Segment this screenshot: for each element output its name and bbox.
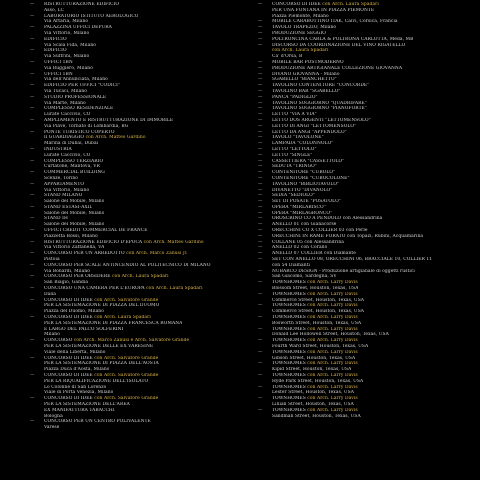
collaborator-credit: con Arch. Laura Spadari [272, 48, 329, 54]
list-dash: — [258, 59, 263, 65]
collaborator-credit: con Arch. Salvatore Grande [94, 373, 159, 378]
list-item-text: OPERA "MIRLAGRONCO" [272, 210, 333, 216]
list-item-text: LETTO DA ANGI "APPENDOLO" [272, 129, 347, 135]
list-item-text: PER UNA FONTANA IN PIAZZA PIEMONTE [272, 7, 375, 13]
list-dash: — [30, 239, 35, 245]
list-dash: — [258, 117, 263, 123]
list-dash: — [258, 152, 263, 158]
list-dash: — [258, 187, 263, 193]
list-dash: — [30, 251, 35, 257]
list-item-text: EDIFICIO [44, 48, 67, 54]
list-dash: — [258, 349, 263, 355]
collaborator-credit: con Arch. Salvatore Grande [94, 297, 159, 303]
list-dash: — [258, 36, 263, 42]
list-dash: — [258, 239, 263, 245]
list-item-text: INDUSTRIA [44, 146, 72, 152]
list-item-text: CASSETTIERA "CASSETTOLO" [272, 158, 345, 164]
list-item-title: CONCORSO DI IDEE [44, 297, 95, 303]
list-item-text: PER LA SISTEMAZIONE DELL'AREA [44, 401, 130, 407]
list-item-title: TOWNHOMES [272, 384, 308, 390]
list-dash: — [30, 129, 35, 135]
list-item-text: Sandman Street, Houston, Texas, USA [272, 413, 361, 419]
list-item-text: CONTENITORE "CUBOCOLONE" [272, 175, 350, 181]
list-dash: — [258, 106, 263, 112]
list-item-text: Via Marte, Milano [44, 100, 86, 106]
collaborator-credit: con Arch. Larry Davis [307, 373, 358, 378]
list-item-text: TAVOLO "TAVOLONE" [272, 135, 324, 141]
list-item-text: Viale della Liberta, Milano [44, 349, 106, 355]
list-item-text: COLLANE 05 con Alessandrina [272, 239, 344, 245]
collaborator-credit: con Arch. Larry Davis [307, 396, 358, 402]
list-dash: — [258, 164, 263, 170]
list-dash: — [258, 83, 263, 89]
list-dash: — [258, 146, 263, 152]
list-item-title: TOWNHOMES [272, 291, 308, 297]
list-item-text: Fourth Ward Street, Houston, Texas, USA [272, 344, 369, 350]
list-dash: — [258, 181, 263, 187]
list-dash: — [30, 338, 35, 344]
list-item-text: DIVANETTO "DIVANOLO" [272, 187, 333, 193]
list-item-text: Via Piave, Tornato di Lombardia, BG [44, 123, 129, 129]
list-item-text: OPERA "MIRLABISCO" [272, 204, 326, 210]
collaborator-credit: con Arch. Larry Davis [307, 291, 358, 297]
collaborator-credit: con Arch. Larry Davis [307, 338, 358, 344]
list-item-text: APPARTAMENTO [44, 181, 85, 187]
list-item-text: Scenze, Torino [44, 175, 79, 181]
list-dash: — [258, 30, 263, 36]
list-item-text: LAMPADA "COLONNOLO" [272, 141, 334, 147]
list-item-text: Donald Lee Hollowell Street, Houston, Texas, USA [272, 332, 389, 338]
list-item-text: Marina di Dubai, Dubai [44, 141, 99, 147]
list-item-text: Bologna [44, 413, 63, 419]
list-item-text: PRODUZIONE SEGGIO [272, 30, 326, 36]
list-dash: — [258, 280, 263, 286]
collaborator-credit: con Arch. Laura Spadari [146, 286, 203, 292]
list-item-text: Viale di Porta Venezia, Milano [44, 390, 114, 396]
list-dash: — [258, 303, 263, 309]
list-item-title: RISTRUTTURAZIONE EDIFICIO D'EPOCA [44, 239, 144, 245]
collaborator-credit: con Arch. Salvatore Grande [94, 396, 159, 402]
list-item-text: Via dell'Annunciata, Milano [44, 77, 108, 83]
list-dash: — [258, 251, 263, 257]
list-dash: — [258, 112, 263, 118]
list-dash: — [258, 135, 263, 141]
list-item-text: Blossom Street, Houston, Texas, USA [272, 286, 359, 292]
list-item-title: CONCORSO DI IDEE [44, 396, 95, 402]
list-item-text: Lillian Street, Houston, Texas, USA [272, 401, 354, 407]
list-item-text: con 54 Diamanti [272, 262, 310, 268]
list-item-text: LABORATORIO ISTITUTO AEROLOGICO [44, 13, 139, 19]
list-dash: — [30, 146, 35, 152]
list-item-text: San Biagio, Gandia [44, 280, 89, 286]
list-item-text: Piazza Duca d'Aosta, Milano [44, 367, 110, 373]
list-dash: — [30, 94, 35, 100]
list-dash: — [258, 338, 263, 344]
list-item-title: CONCORSO DI IDEE [272, 2, 323, 7]
collaborator-credit: con Arch. Larry Davis [307, 349, 358, 355]
collaborator-credit: con Arch. Larry Davis [307, 361, 358, 367]
list-item-text: SGABELLO "BIANCHETTO" [272, 77, 337, 83]
list-item [258, 414, 478, 420]
list-item-text: Curtatone, Mantova, VR [44, 164, 100, 170]
collaborator-credit: con Arch. Matteo Gardino [143, 239, 204, 245]
list-dash: — [30, 2, 35, 7]
list-dash: — [258, 384, 263, 390]
list-item-text: LETTO "LETTOLO" [272, 146, 317, 152]
list-item-text: Dalia [44, 291, 57, 297]
list-item-text: MOBILE BAR POSTMODERNO [272, 59, 344, 65]
list-item-text: Lo Colonne di San Lorenzo [44, 384, 107, 390]
list-item-text: Varese [44, 425, 60, 431]
list-item-text: TAVOLINO BAR "SGABELLO" [272, 88, 341, 94]
list-dash: — [30, 193, 35, 199]
list-dash: — [30, 315, 35, 321]
list-item-title: TOWNHOMES [272, 326, 308, 332]
list-item-text: UFFICI 1BN [44, 59, 73, 65]
list-item-text: STAND IH [44, 216, 68, 222]
list-dash: — [258, 396, 263, 402]
list-item-text: Bosworth Street, Houston, Texas, USA [272, 320, 362, 326]
list-dash: — [30, 204, 35, 210]
list-item-title: TOWNHOMES [272, 407, 308, 413]
list-dash: — [30, 25, 35, 31]
collaborator-credit: con Arch. Larry Davis [307, 326, 358, 332]
list-item-text: Salone del Mobile, Milano [44, 222, 105, 228]
list-item-text: San Giacomo, Sardegna, SV [272, 274, 337, 280]
list-item-text: CONCORSO PER SCALE ANTINCENDIO AL POLITECNICO DI MILANO [44, 262, 211, 268]
list-dash: — [30, 262, 35, 268]
list-item-text: PER LA SISTEMAZIONE DI PIAZZA DELL'AOSTA [44, 361, 159, 367]
list-item-text: AMPLIAMENTO E RISTRUTTURAZIONE DI IMMOBILE [44, 117, 174, 123]
list-dash: — [258, 158, 263, 164]
list-item-text: Gibson Street, Houston, Texas, USA [272, 355, 356, 361]
collaborator-credit: con Arch. Salvatore Grande [94, 355, 159, 361]
list-dash: — [30, 13, 35, 19]
list-item-text: DISCORSO DA COORDINAZIONE DEL VINO RIGATELLO [272, 42, 406, 48]
list-dash: — [30, 286, 35, 292]
list-item-text: UFFICI CREDIT COMMERCIAL DE FRANCE [44, 228, 148, 234]
list-item-title: TOWNHOMES [272, 338, 308, 344]
list-item-title: TOWNHOMES [272, 315, 308, 321]
list-item-text: CONTENITORE "CUBOLO" [272, 170, 336, 176]
list-item-title: CONCORSO UNA CAMERA PER L'EUROPA [44, 286, 147, 292]
list-item-title: CONCORSO DI IDEE [44, 355, 95, 361]
list-dash: — [258, 88, 263, 94]
list-dash: — [30, 48, 35, 54]
list-item-title: TOWNHOMES [272, 361, 308, 367]
list-item-text: Via Ruggiero, Milano [44, 65, 93, 71]
list-dash: — [30, 297, 35, 303]
list-item-text: NUBARCO DESIGN - Produzione artigianale di oggetti rustici [272, 268, 415, 274]
list-item-text: PER LA RIQUALIFICAZIONE DELL'ISOLATO [44, 378, 149, 384]
list-item [30, 425, 255, 431]
list-dash: — [258, 71, 263, 77]
list-item-text: Pistoia [44, 257, 60, 263]
list-item-title: Il GUARDIAGGIO [44, 135, 86, 141]
list-item-text: STUDIO PROFESSIONALE [44, 94, 107, 100]
collaborator-credit: con Arch. Larry Davis [307, 384, 358, 390]
list-dash: — [30, 83, 35, 89]
list-dash: — [258, 65, 263, 71]
list-item-text: Milano [44, 332, 60, 338]
list-item-text: Lurate Caccivio, CO [44, 152, 91, 158]
list-item-text [44, 251, 188, 257]
list-item-text: PONTE TURISTICO COPERTO [44, 129, 115, 135]
list-item-text: LETTO DI ANGI "LETTOMENSOLO" [272, 123, 357, 129]
list-dash: — [258, 228, 263, 234]
list-item-text: ANELLO 01 con Gianacorse [272, 222, 337, 228]
list-item-text: Via Bonardi, Milano [44, 268, 90, 274]
list-item-title: CONCORSO PER OBSIDERE [44, 274, 113, 280]
list-dash: — [258, 100, 263, 106]
list-item-text: SET CON ANELLO 08, ORECCHINI 06, BRACCIALE 10, COLLIER 11 [272, 257, 433, 263]
list-item-text: ANELLO 07 COLLIER con Diamante [272, 251, 356, 257]
list-item-text: POLTRONCINA CARLA & POLTRONA CARLOTTA, Meda, MB [272, 36, 414, 42]
list-dash: — [258, 94, 263, 100]
list-item-text: LETTO DOS ARGENTI "LETTOMENSOLO" [272, 117, 371, 123]
list-item-title: CONCORSO DI IDEE [44, 373, 95, 378]
list-dash: — [30, 117, 35, 123]
list-item-text: Commerce Street, Houston, Texas, USA [272, 297, 365, 303]
list-dash: — [30, 36, 35, 42]
list-item-text: COMPLESSO RESIDENZIALE [44, 106, 114, 112]
list-dash: — [258, 123, 263, 129]
list-item-text: Via Tucaci, Milano [44, 88, 87, 94]
list-item-text: LETTO "VIA A VIA" [272, 112, 317, 118]
collaborator-credit: con Arch. Larry Davis [307, 303, 358, 309]
list-item-text: Via Vittorio, Milano [44, 30, 90, 36]
list-dash: — [30, 228, 35, 234]
list-dash: — [258, 326, 263, 332]
list-item-text: DIVANO GIOVANNA - Milano [272, 71, 340, 77]
list-dash: — [30, 181, 35, 187]
list-item-title: TOWNHOMES [272, 396, 308, 402]
list-dash: — [258, 291, 263, 297]
list-item-text: Lurate Caccivio, CO [44, 112, 91, 118]
list-dash: — [30, 170, 35, 176]
list-item-text: EDIFICIO PER UFFICI "CODICI" [44, 83, 121, 89]
list-dash: — [258, 222, 263, 228]
list-dash: — [258, 361, 263, 367]
list-item-text: Salone del Mobile, Milano [44, 199, 105, 205]
list-dash: — [30, 71, 35, 77]
list-dash: — [30, 419, 35, 425]
list-dash: — [258, 193, 263, 199]
list-item-text: Via Scala Fida, Milano [44, 42, 97, 48]
list-item-text: LETTO "SINGLE" [272, 152, 313, 158]
list-item-text: EX MANIFATTURA TABACCHI [44, 407, 115, 413]
collaborator-credit: con Arch. Larry Davis [307, 280, 358, 286]
list-item-text: EDIFICIO [44, 36, 67, 42]
list-item-text: COMMERCIAL BUILDING [44, 170, 105, 176]
list-item-text: PER LA SISTEMAZIONE DI PIAZZA FRANCESCA ROMANA [44, 320, 183, 326]
list-dash: — [258, 19, 263, 25]
list-item-title: TOWNHOMES [272, 303, 308, 309]
list-item-text: TAVOLO TRAPEZIO, Milano [272, 25, 337, 31]
list-item-text: PANCA "PADIGLIO" [272, 94, 318, 100]
list-item-text: E LARGO DEL PALCO SOLFERINI [44, 326, 124, 332]
list-item-text: Piazza Piemonte, Milano [272, 13, 329, 19]
list-item-text [44, 286, 203, 292]
list-item-text: PER LA SISTEMAZIONE DI PIAZZA DEL DUOMO [44, 303, 160, 309]
list-item-text: TAVOLINO SOGGIORNO "PIANOFORTE" [272, 106, 367, 112]
list-item-text: Kipid Street, Houston, Texas, USA [272, 367, 352, 373]
collaborator-credit: con Arch. Larry Davis [307, 315, 358, 321]
collaborator-credit: con Arch. Marco Zanusi jr. [126, 251, 188, 257]
list-dash: — [258, 175, 263, 181]
list-item-text: Via Artaria, Milano [44, 19, 89, 25]
list-dash: — [258, 315, 263, 321]
list-dash: — [30, 373, 35, 378]
list-dash: — [258, 257, 263, 263]
list-item-text: PRODUZIONE ARTIGIANALE COLLEZIONE GIOVANNA [272, 65, 403, 71]
collaborator-credit: con Arch. Laura Spadari [322, 2, 379, 7]
list-dash: — [30, 396, 35, 402]
list-item-text: OROSCRINO CO A PENDOLO con Alessandrina [272, 216, 383, 222]
list-item-text: Via Suffrini, Milano [44, 54, 90, 60]
list-dash: — [258, 407, 263, 413]
list-item-text: SET DI POSATE "POSATOLO" [272, 199, 341, 205]
list-item-text: Via Vittorio Zaffanella, VA [44, 245, 105, 251]
list-item-title: CONCORSO [44, 338, 74, 344]
list-dash: — [30, 59, 35, 65]
list-item-title: TOWNHOMES [272, 373, 308, 378]
list-dash: — [258, 42, 263, 48]
list-item-text: PALAZZINA UFFICI DEPURA [44, 25, 112, 31]
list-item-text: Via Vittorio, Milano [44, 187, 90, 193]
project-list-right [258, 2, 478, 419]
list-dash: — [258, 233, 263, 239]
project-list-left [30, 2, 255, 431]
list-dash: — [30, 106, 35, 112]
list-item-text: TAVOLINO SOGGIORNO "QUADRIFARE" [272, 100, 367, 106]
list-item-text: Lester Street, Houston, Texas, USA [272, 390, 355, 396]
list-item-title: CONCORSO PER UN ARREDOTTO [44, 251, 127, 257]
list-dash: — [30, 158, 35, 164]
list-item-title: TOWNHOMES [272, 280, 308, 286]
list-item-text: Asso, LC [44, 7, 65, 13]
list-dash: — [258, 25, 263, 31]
list-dash: — [258, 373, 263, 378]
list-dash: — [258, 141, 263, 147]
list-dash: — [258, 199, 263, 205]
collaborator-credit: con Arch. Laura Spadari [94, 315, 151, 321]
list-item-text: UFFICI 1BN [44, 71, 73, 77]
list-dash: — [30, 274, 35, 280]
list-item-text: SEDIA "SEDIOLO" [272, 193, 315, 199]
list-item-text: CONCORSO PER UN CENTRO POLIVALENTE [44, 419, 151, 425]
list-item-text: PER LA SISTEMAZIONE DELLE EX VARESINE [44, 344, 154, 350]
collaborator-credit: con Arch. Laura Spadari [112, 274, 169, 280]
list-item-text: ORECCHINI IN RAME FORATO con Topazi, Rubini, Acquamarina [272, 233, 424, 239]
list-item-text: Hyde Park Street, Houston, Texas, USA [272, 378, 364, 384]
list-dash: — [258, 77, 263, 83]
list-item-title: CONCORSO DI IDEE [44, 315, 95, 321]
collaborator-credit: con Arch. Larry Davis [307, 407, 358, 413]
collaborator-credit: con Arch. Marco Zanusi e Arch. Salvatore Grande [73, 338, 190, 344]
list-item-text: ANELLO 02 con Corallo [272, 245, 328, 251]
list-item-text: TAVOLINO CONTENITORE "CONCORDE" [272, 83, 370, 89]
list-item-text: COMPLESSO TERZIARIO [44, 158, 104, 164]
list-dash: — [258, 204, 263, 210]
list-item-text: Salone del Mobile, Milano [44, 210, 105, 216]
list-item-text: TAVOLINO "BIBLIOTAVOLO" [272, 181, 340, 187]
list-item-text: Ca' d'Orsa, B [272, 54, 303, 60]
list-item-text: Commerce Street, Houston, Texas, USA [272, 309, 365, 315]
list-item-title: TOWNHOMES [272, 349, 308, 355]
list-item-text: RISTRUTTURAZIONE EDIFICIO [44, 2, 120, 7]
list-dash: — [30, 355, 35, 361]
list-dash: — [30, 216, 35, 222]
list-item-text: STAND MILANO [44, 193, 83, 199]
collaborator-credit: con Arch. Matteo Gardino [85, 135, 146, 141]
list-dash: — [258, 268, 263, 274]
list-dash: — [258, 129, 263, 135]
list-item-text: SEDUTA "TRINGO" [272, 164, 317, 170]
list-dash: — [258, 245, 263, 251]
list-dash: — [258, 2, 263, 7]
list-item-text: MOBILE CARABOTTINO ITAK, Calvi, Corsica, Francia [272, 19, 398, 25]
list-item-text: Piazzetta Bossi, Milano [44, 233, 98, 239]
list-item-text: STAND ESTASI-AXIL [44, 204, 93, 210]
list-item-text: ORECCHINI CO X COLLIER 03 con Perle [272, 228, 368, 234]
list-item-text: Piazza del Duomo, Milano [44, 309, 104, 315]
list-dash: — [258, 170, 263, 176]
list-dash: — [258, 216, 263, 222]
list-dash: — [258, 210, 263, 216]
